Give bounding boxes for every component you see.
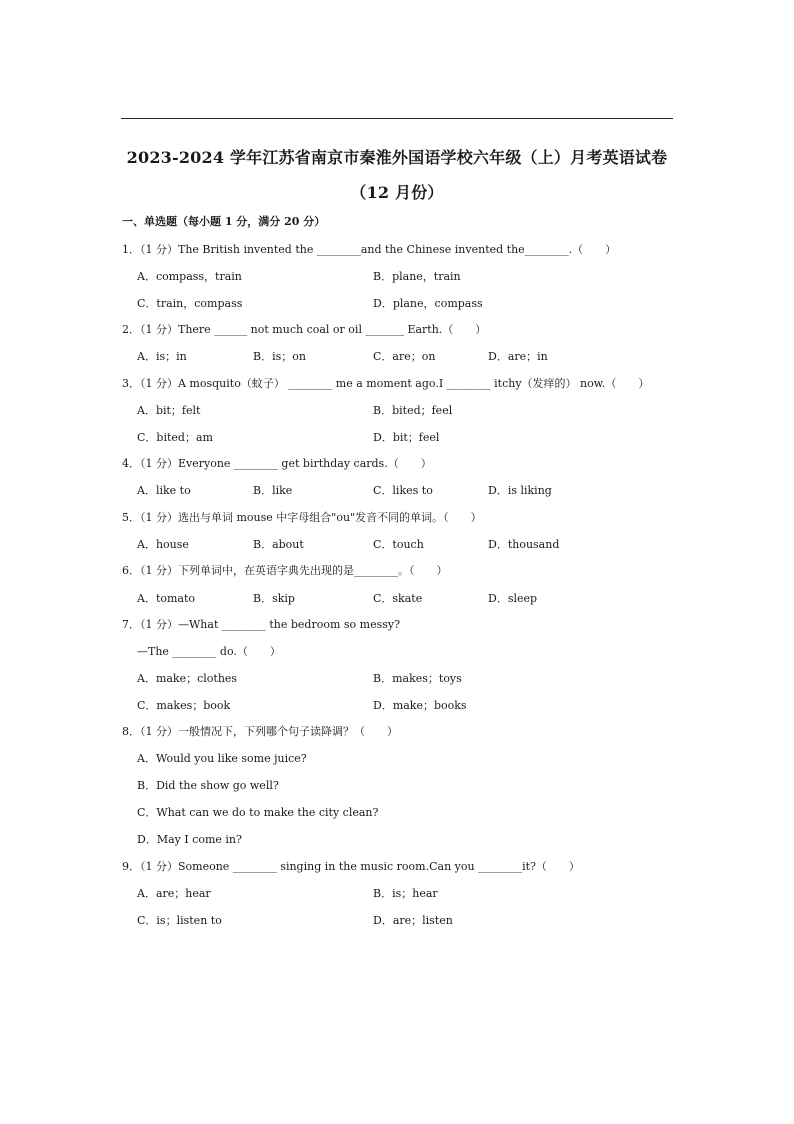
question-1-stem: 1．（1 分）The British invented the ________and the Chinese invented the________.（ ） (122, 243, 617, 256)
question-7-option-b: B．makes；toys (373, 672, 462, 685)
page-subtitle: （12 月份） (350, 183, 444, 202)
question-2-stem: 2．（1 分）There ______ not much coal or oil _______ Earth.（ ） (122, 323, 487, 336)
question-9-option-d: D．are；listen (373, 914, 453, 927)
question-4-stem: 4．（1 分）Everyone ________ get birthday cards.（ ） (122, 457, 432, 470)
question-3-option-d: D．bit；feel (373, 431, 440, 444)
question-5-option-d: D．thousand (488, 538, 560, 551)
question-6-option-a: A．tomato (137, 592, 196, 605)
question-3-option-b: B．bited；feel (373, 404, 453, 417)
header-rule (121, 118, 673, 119)
question-6-option-c: C．skate (373, 592, 423, 605)
question-9-option-c: C．is；listen to (137, 914, 222, 927)
question-1-option-b: B．plane，train (373, 270, 461, 283)
question-1-option-a: A．compass，train (137, 270, 242, 283)
question-3-stem: 3．（1 分）A mosquito（蚊子） ________ me a moment ago.I ________ itchy（发痒的） now.（ ） (122, 377, 650, 390)
question-9-stem: 9．（1 分）Someone ________ singing in the music room.Can you ________it?（ ） (122, 860, 580, 873)
question-4-option-c: C．likes to (373, 484, 433, 497)
question-7-option-c: C．makes；book (137, 699, 231, 712)
question-5-option-c: C．touch (373, 538, 424, 551)
question-7-option-d: D．make；books (373, 699, 467, 712)
question-4-option-d: D．is liking (488, 484, 552, 497)
question-2-option-d: D．are；in (488, 350, 548, 363)
question-6-option-b: B．skip (253, 592, 295, 605)
question-2-option-c: C．are；on (373, 350, 436, 363)
question-2-option-a: A．is；in (137, 350, 187, 363)
question-6-option-d: D．sleep (488, 592, 538, 605)
question-8-option-d: D．May I come in? (137, 833, 242, 846)
question-1-option-d: D．plane，compass (373, 297, 483, 310)
page-title: 2023-2024 学年江苏省南京市秦淮外国语学校六年级（上）月考英语试卷 (126, 148, 668, 167)
question-7-option-a: A．make；clothes (137, 672, 238, 685)
question-9-option-a: A．are；hear (137, 887, 211, 900)
question-1-option-c: C．train，compass (137, 297, 243, 310)
question-3-option-a: A．bit；felt (137, 404, 201, 417)
question-3-option-c: C．bited；am (137, 431, 213, 444)
question-8-option-c: C．What can we do to make the city clean? (137, 806, 379, 819)
question-4-option-b: B．like (253, 484, 293, 497)
question-2-option-b: B．is；on (253, 350, 306, 363)
question-8-stem: 8．（1 分）一般情况下，下列哪个句子读降调？（ ） (122, 725, 398, 738)
question-6-stem: 6．（1 分）下列单词中，在英语字典先出现的是________。（ ） (122, 564, 448, 577)
question-8-option-a: A．Would you like some juice? (137, 752, 307, 765)
question-9-option-b: B．is；hear (373, 887, 438, 900)
question-8-option-b: B．Did the show go well? (137, 779, 279, 792)
question-4-option-a: A．like to (137, 484, 191, 497)
question-5-stem: 5．（1 分）选出与单词 mouse 中字母组合"ou"发音不同的单词。（ ） (122, 511, 482, 524)
question-5-option-a: A．house (137, 538, 189, 551)
question-5-option-b: B．about (253, 538, 304, 551)
section-heading: 一、单选题（每小题 1 分，满分 20 分） (122, 215, 326, 228)
question-7-stem: 7．（1 分）—What ________ the bedroom so messy? (122, 618, 400, 631)
question-7-stem-continued: —The ________ do.（ ） (137, 645, 281, 658)
